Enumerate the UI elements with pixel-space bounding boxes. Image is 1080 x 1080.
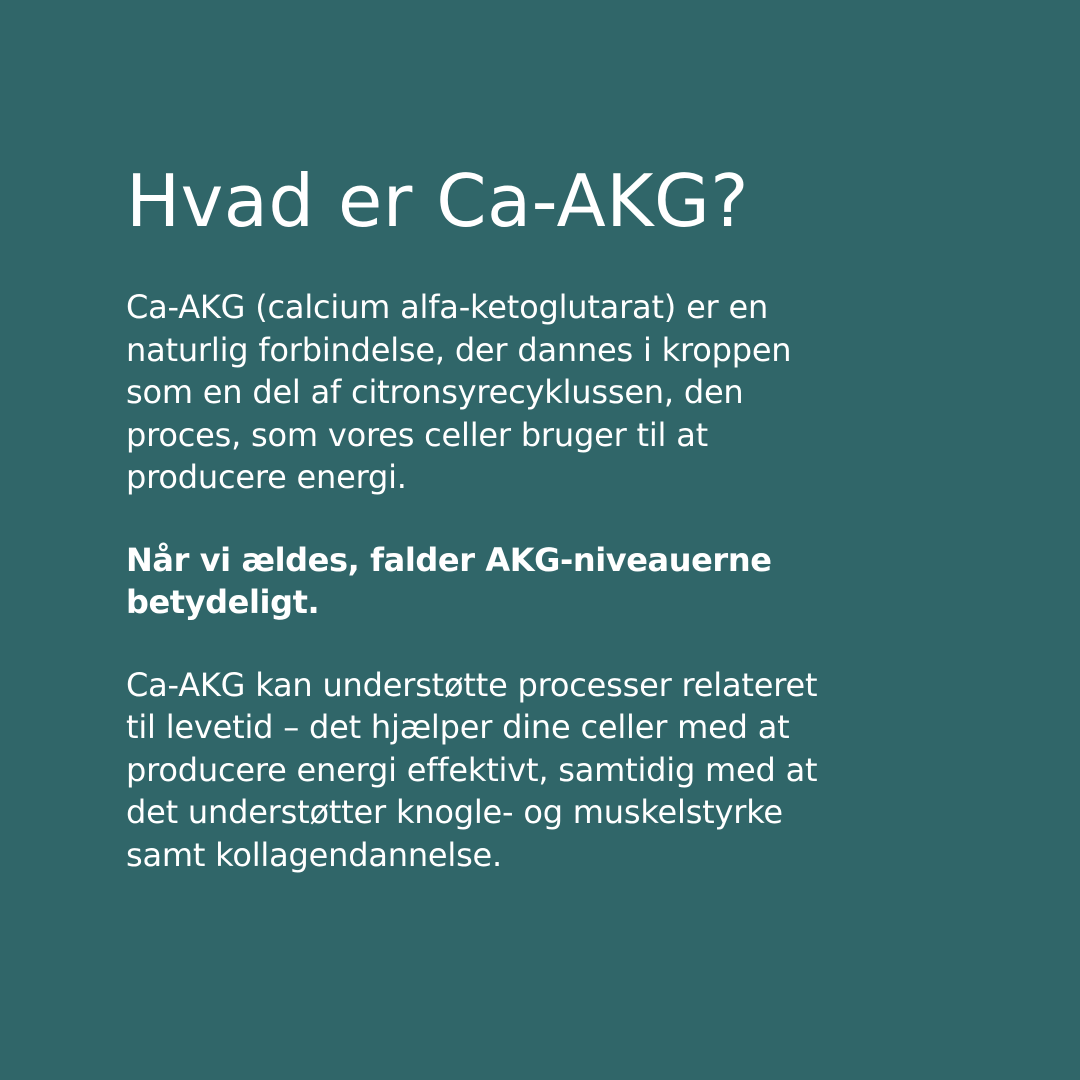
highlight-paragraph xyxy=(126,539,956,624)
paragraph-line: Ca-AKG kan understøtte processer relateret xyxy=(126,665,818,704)
paragraph-line: som en del af citronsyrecyklussen, den xyxy=(126,373,744,411)
paragraph-line: det understøtter knogle- og muskelstyrke xyxy=(126,793,783,831)
paragraph-line: naturlig forbindelse, der dannes i kroppen xyxy=(126,330,792,369)
paragraph-line: Når vi ældes, falder AKG-niveauerne xyxy=(126,540,772,579)
paragraph-line: samt kollagendannelse. xyxy=(126,835,503,874)
page-title: Hvad er Ca-AKG? xyxy=(126,159,750,243)
paragraph-line: producere energi effektivt, samtidig med at xyxy=(126,750,818,789)
benefits-paragraph xyxy=(126,664,956,877)
paragraph-line: betydeligt. xyxy=(126,583,320,621)
paragraph-line: til levetid – det hjælper dine celler med at xyxy=(126,708,790,746)
paragraph-line: Ca-AKG (calcium alfa-ketoglutarat) er en xyxy=(126,288,769,326)
intro-paragraph xyxy=(126,286,956,499)
paragraph-line: producere energi. xyxy=(126,458,407,496)
paragraph-line: proces, som vores celler bruger til at xyxy=(126,415,708,454)
card-content xyxy=(126,158,956,876)
